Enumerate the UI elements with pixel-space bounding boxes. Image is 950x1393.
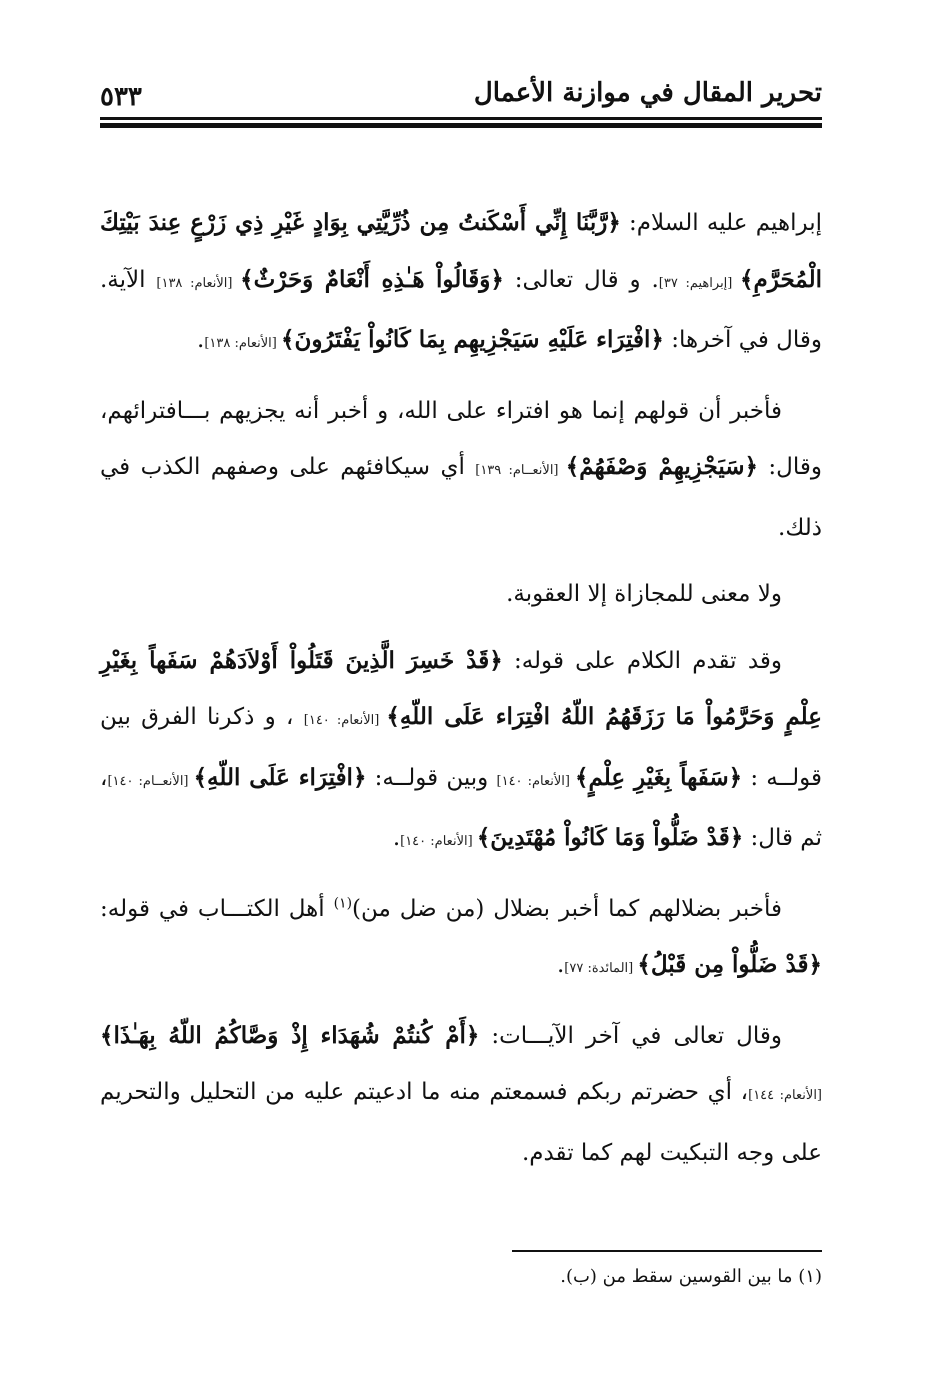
- running-title: تحرير المقال في موازنة الأعمال: [473, 78, 822, 108]
- text-run: وبين قولــه:: [366, 764, 497, 791]
- main-text: [100, 195, 822, 1191]
- footnote-marker: (١): [333, 894, 353, 911]
- paragraph: [100, 1008, 822, 1182]
- verse-reference: [الأنعام: ١٣٨]: [204, 336, 281, 351]
- page-header: [100, 70, 822, 130]
- verse-reference: [الأنعام: ١٤٠]: [400, 834, 477, 849]
- header-rule-thick: [100, 123, 822, 128]
- text-run: .: [197, 327, 205, 353]
- paragraph: [100, 195, 822, 373]
- paragraph: [100, 633, 822, 871]
- quran-verse: ﴿رَّبَّنَا إِنِّي أَسْكَنتُ مِن ذُرِّيَّتِي بِوَادٍ غَيْرِ ذِي زَرْعٍ عِندَ بَيْتِكَ الْمُحَرَّمِ﴾: [100, 209, 822, 293]
- text-run: .: [556, 952, 565, 978]
- text-run: وقد تقدم الكلام على قوله:: [502, 647, 782, 674]
- quran-verse: ﴿قَدْ ضَلُّواْ وَمَا كَانُواْ مُهْتَدِينَ﴾: [476, 824, 744, 851]
- quran-verse: ﴿سَيَجْزِيهِمْ وَصْفَهُمْ﴾: [565, 453, 759, 480]
- quran-verse: ﴿سَفَهاً بِغَيْرِ عِلْمٍ﴾: [575, 763, 743, 791]
- verse-reference: [الأنعام: ١٣٨]: [156, 275, 241, 291]
- verse-reference: [الأنعام: ١٤٤]: [748, 1088, 823, 1103]
- verse-reference: [الأنعــام: ١٤٠]: [107, 773, 194, 789]
- quran-verse: ﴿افْتِرَاء عَلَى اللّهِ﴾: [193, 763, 367, 791]
- quran-verse: ﴿قَدْ ضَلُّواْ مِن قَبْلُ﴾: [637, 951, 822, 978]
- quran-verse: ﴿قَدْ خَسِرَ الَّذِينَ قَتَلُواْ أَوْلاَدَهُمْ سَفَهاً بِغَيْرِ عِلْمٍ وَحَرَّمُواْ مَا رَزَقَهُمُ اللّهُ افْتِرَاء عَلَى اللّهِ﴾: [100, 646, 822, 730]
- text-run: ، ثم قال:: [100, 764, 822, 851]
- quran-verse: ﴿أَمْ كُنتُمْ شُهَدَاء إِذْ وَصَّاكُمُ اللّهُ بِهَـٰذَا﴾: [100, 1021, 480, 1049]
- verse-reference: [إبراهيم: ٣٧]: [658, 275, 741, 291]
- verse-reference: [الأنعام: ١٤٠]: [496, 773, 576, 789]
- quran-verse: ﴿افْتِرَاء عَلَيْهِ سَيَجْزِيهِم بِمَا كَانُواْ يَفْتَرُونَ﴾: [281, 326, 664, 353]
- paragraph: [100, 566, 822, 623]
- text-run: الآية. وقال في آخرها:: [100, 266, 822, 353]
- verse-reference: [المائدة: ٧٧]: [564, 961, 638, 976]
- text-run: . و قال تعالى:: [503, 266, 659, 293]
- footnote-separator: [512, 1250, 822, 1252]
- text-run: أي سيكافئهم على وصفهم الكذب في ذلك.: [100, 454, 822, 541]
- text-run: وقال تعالى في آخر الآيـــات:: [479, 1022, 782, 1049]
- paragraph: [100, 881, 822, 998]
- quran-verse: ﴿وَقَالُواْ هَـٰذِهِ أَنْعَامٌ وَحَرْثٌ﴾: [240, 265, 504, 293]
- paragraph: [100, 383, 822, 557]
- page-number: ٥٣٣: [100, 82, 142, 112]
- text-run: .: [392, 825, 401, 851]
- footnote: (١) ما بين القوسين سقط من (ب).: [560, 1266, 822, 1287]
- text-run: أهل الكتـــاب في قوله:: [100, 895, 334, 922]
- text-run: ولا معنى للمجازاة إلا العقوبة.: [506, 581, 782, 607]
- text-run: إبراهيم عليه السلام:: [620, 210, 822, 236]
- verse-reference: [الأنعــام: ١٣٩]: [475, 463, 566, 478]
- text-run: فأخبر أن قولهم إنما هو افتراء على الله، و أخبر أنه يجزيهم بـــافترائهم، وقال:: [100, 397, 823, 480]
- text-run: ، و ذكرنا الفرق بين قولــه :: [100, 704, 822, 791]
- header-rule-thin: [100, 117, 822, 120]
- text-run: ، أي حضرتم ربكم فسمعتم منه ما ادعيتم عليه من التحليل والتحريم على وجه التبكيت لهم كما تقدم.: [100, 1079, 822, 1166]
- verse-reference: [الأنعام: ١٤٠]: [303, 713, 387, 728]
- text-run: فأخبر بضلالهم كما أخبر بضلال (من ضل من): [352, 895, 782, 922]
